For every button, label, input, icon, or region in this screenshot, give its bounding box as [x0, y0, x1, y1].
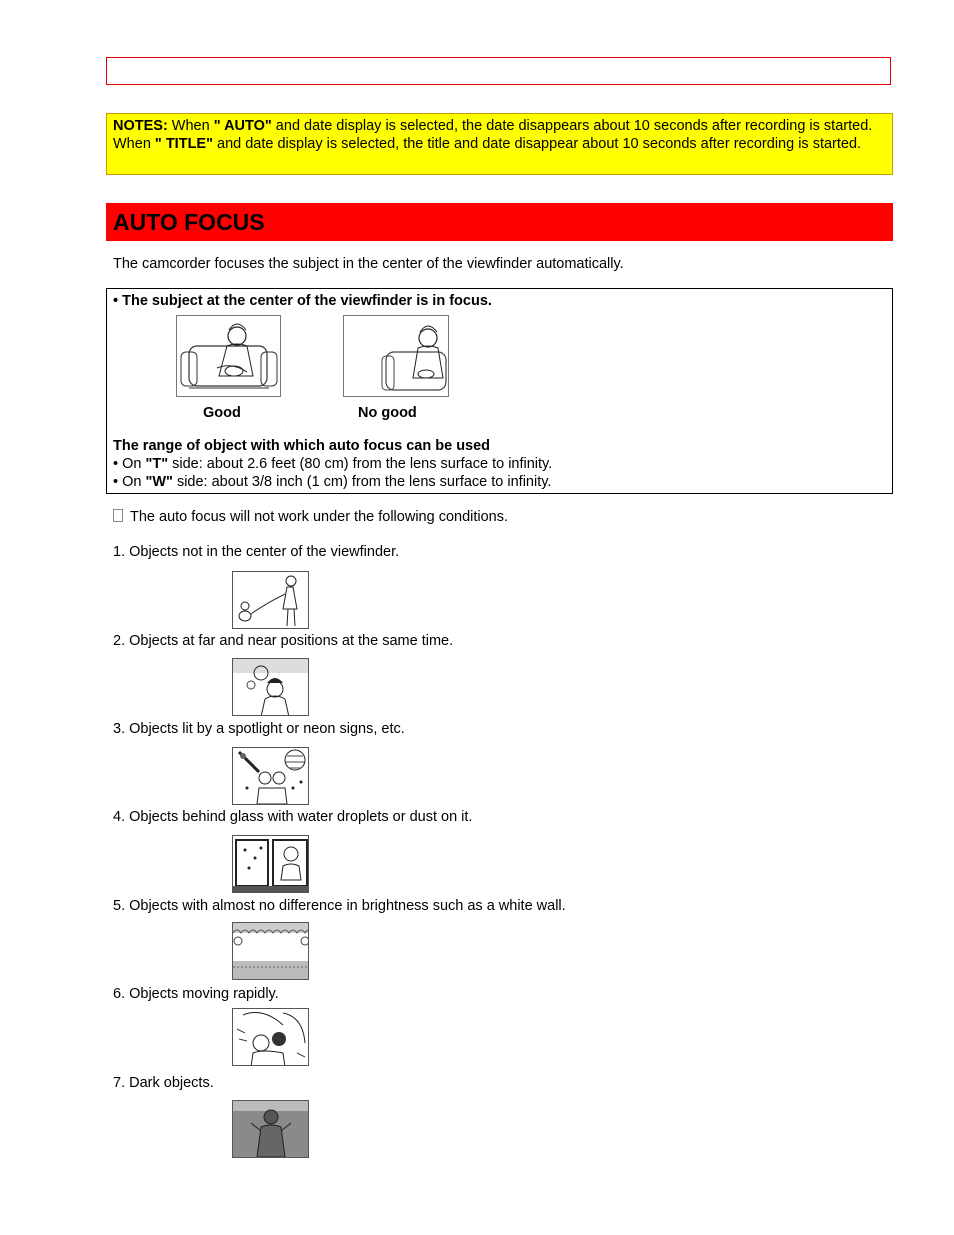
range-bullet: • On	[113, 474, 146, 490]
empty-red-frame	[106, 57, 891, 85]
notes-label: NOTES:	[113, 118, 168, 134]
notes-text: and date display is selected, the title and date disappear about 10 seconds after recording is started.	[212, 136, 862, 152]
warning-text: The auto focus will not work under the following conditions.	[130, 509, 509, 525]
condition-1-image	[232, 571, 309, 629]
condition-6-image	[232, 1008, 309, 1066]
range-w-text: side: about 3/8 inch (1 cm) from the lens surface to infinity.	[172, 474, 552, 490]
warning-line	[113, 509, 508, 525]
condition-2-image	[232, 658, 309, 716]
auto-keyword: " AUTO"	[213, 118, 272, 134]
good-caption: Good	[203, 405, 241, 421]
title-keyword: " TITLE"	[154, 136, 213, 152]
condition-7-image	[232, 1100, 309, 1158]
range-t-line	[113, 455, 552, 473]
t-key: "T"	[145, 456, 169, 472]
note-square-icon	[113, 509, 123, 522]
no-good-example-image	[343, 315, 449, 397]
condition-item: 4. Objects behind glass with water droplets or dust on it.	[113, 809, 473, 825]
range-t-text: side: about 2.6 feet (80 cm) from the lens surface to infinity.	[168, 456, 553, 472]
good-example-image	[176, 315, 281, 397]
panel-title: • The subject at the center of the viewfinder is in focus.	[113, 293, 492, 309]
focus-range	[113, 437, 552, 491]
condition-item: 3. Objects lit by a spotlight or neon signs, etc.	[113, 721, 405, 737]
section-heading: AUTO FOCUS	[106, 203, 893, 241]
condition-3-image	[232, 747, 309, 805]
w-key: "W"	[145, 474, 173, 490]
range-w-line	[113, 473, 552, 491]
range-bullet: • On	[113, 456, 146, 472]
condition-5-image	[232, 922, 309, 980]
condition-item: 6. Objects moving rapidly.	[113, 986, 279, 1002]
intro-text: The camcorder focuses the subject in the center of the viewfinder automatically.	[113, 256, 624, 272]
condition-item: 7. Dark objects.	[113, 1075, 214, 1091]
focus-example-panel	[106, 288, 893, 494]
notes-text: and date display is selected, the date disappears about 10 seconds after recording is started. When	[113, 118, 873, 152]
notes-text: When	[167, 118, 214, 134]
notes-box	[106, 113, 893, 175]
range-heading: The range of object with which auto focus can be used	[113, 438, 491, 454]
condition-item: 5. Objects with almost no difference in brightness such as a white wall.	[113, 898, 566, 914]
condition-item: 1. Objects not in the center of the viewfinder.	[113, 544, 400, 560]
condition-item: 2. Objects at far and near positions at the same time.	[113, 633, 454, 649]
no-good-caption: No good	[358, 405, 417, 421]
condition-4-image	[232, 835, 309, 893]
